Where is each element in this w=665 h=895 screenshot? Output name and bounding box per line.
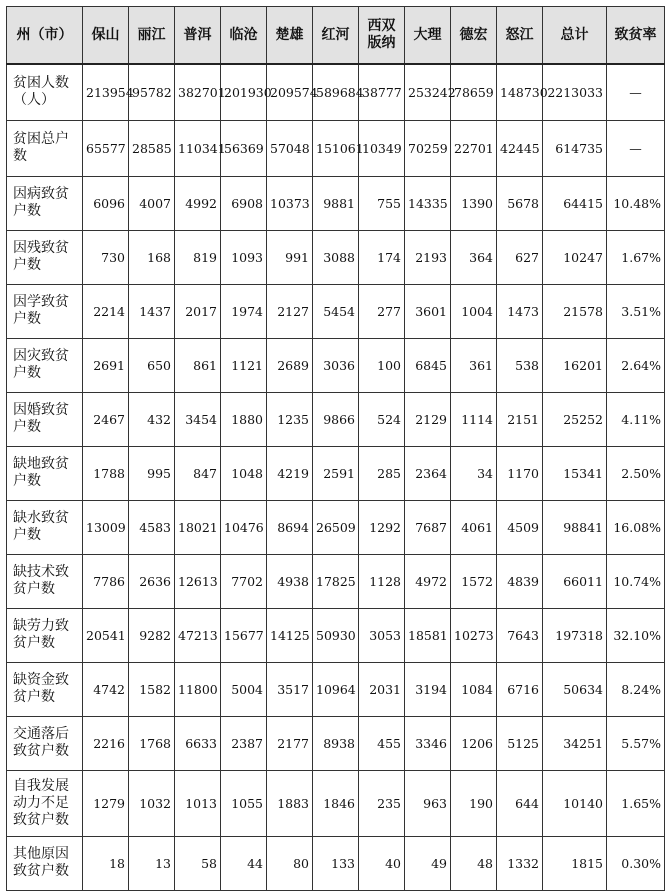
table-header [7,7,665,65]
value-cell: 2127 [267,284,313,338]
value-cell: 1572 [451,554,497,608]
value-cell: 11800 [175,662,221,716]
rate-cell: 8.24% [607,662,665,716]
total-cell: 34251 [543,716,607,770]
row-label: 缺劳力致贫户数 [7,608,83,662]
value-cell: 3601 [405,284,451,338]
value-cell: 190 [451,770,497,836]
value-cell: 847 [175,446,221,500]
table-row [7,716,665,770]
value-cell: 3036 [313,338,359,392]
row-label: 因学致贫户数 [7,284,83,338]
value-cell: 209574 [267,64,313,120]
header-cell-honghe: 红河 [313,7,359,65]
row-label: 因残致贫户数 [7,230,83,284]
value-cell: 10964 [313,662,359,716]
value-cell: 5678 [497,176,543,230]
header-cell-chuxiong: 楚雄 [267,7,313,65]
value-cell: 13009 [83,500,129,554]
header-cell-dehong: 德宏 [451,7,497,65]
value-cell: 18581 [405,608,451,662]
rate-cell: 0.30% [607,836,665,890]
value-cell: 1128 [359,554,405,608]
value-cell: 650 [129,338,175,392]
total-cell: 50634 [543,662,607,716]
value-cell: 20541 [83,608,129,662]
value-cell: 57048 [267,120,313,176]
value-cell: 3517 [267,662,313,716]
rate-cell: — [607,120,665,176]
row-label: 缺地致贫户数 [7,446,83,500]
rate-cell: 1.67% [607,230,665,284]
value-cell: 34 [451,446,497,500]
header-cell-lincang: 临沧 [221,7,267,65]
value-cell: 7643 [497,608,543,662]
value-cell: 1292 [359,500,405,554]
header-cell-region: 州（市） [7,7,83,65]
table-row [7,446,665,500]
total-cell: 1815 [543,836,607,890]
value-cell: 1279 [83,770,129,836]
value-cell: 174 [359,230,405,284]
header-cell-rate: 致贫率 [607,7,665,65]
header-row [7,7,665,65]
value-cell: 9866 [313,392,359,446]
value-cell: 10373 [267,176,313,230]
table-row [7,608,665,662]
value-cell: 2193 [405,230,451,284]
value-cell: 4839 [497,554,543,608]
value-cell: 1235 [267,392,313,446]
value-cell: 15677 [221,608,267,662]
rate-cell: 4.11% [607,392,665,446]
value-cell: 9881 [313,176,359,230]
value-cell: 42445 [497,120,543,176]
value-cell: 1093 [221,230,267,284]
value-cell: 18021 [175,500,221,554]
value-cell: 70259 [405,120,451,176]
value-cell: 3088 [313,230,359,284]
value-cell: 4972 [405,554,451,608]
value-cell: 1170 [497,446,543,500]
value-cell: 382701 [175,64,221,120]
table-row [7,338,665,392]
value-cell: 1013 [175,770,221,836]
value-cell: 1114 [451,392,497,446]
value-cell: 38777 [359,64,405,120]
value-cell: 6908 [221,176,267,230]
value-cell: 47213 [175,608,221,662]
value-cell: 49 [405,836,451,890]
value-cell: 2636 [129,554,175,608]
table-body [7,64,665,890]
value-cell: 9282 [129,608,175,662]
value-cell: 4509 [497,500,543,554]
table-row [7,770,665,836]
value-cell: 2129 [405,392,451,446]
value-cell: 538 [497,338,543,392]
value-cell: 1768 [129,716,175,770]
table-row [7,500,665,554]
value-cell: 151061 [313,120,359,176]
total-cell: 21578 [543,284,607,338]
value-cell: 14125 [267,608,313,662]
total-cell: 98841 [543,500,607,554]
rate-cell: 2.50% [607,446,665,500]
value-cell: 3053 [359,608,405,662]
value-cell: 730 [83,230,129,284]
header-cell-lijiang: 丽江 [129,7,175,65]
rate-cell: — [607,64,665,120]
table-row [7,64,665,120]
value-cell: 110341 [175,120,221,176]
value-cell: 4992 [175,176,221,230]
value-cell: 10476 [221,500,267,554]
value-cell: 1121 [221,338,267,392]
rate-cell: 10.48% [607,176,665,230]
value-cell: 755 [359,176,405,230]
value-cell: 2387 [221,716,267,770]
row-label: 因婚致贫户数 [7,392,83,446]
value-cell: 991 [267,230,313,284]
value-cell: 1332 [497,836,543,890]
value-cell: 133 [313,836,359,890]
row-label: 其他原因致贫户数 [7,836,83,890]
row-label: 因灾致贫户数 [7,338,83,392]
value-cell: 78659 [451,64,497,120]
value-cell: 2689 [267,338,313,392]
value-cell: 432 [129,392,175,446]
total-cell: 10247 [543,230,607,284]
value-cell: 8938 [313,716,359,770]
row-label: 因病致贫户数 [7,176,83,230]
total-cell: 2213033 [543,64,607,120]
value-cell: 235 [359,770,405,836]
value-cell: 963 [405,770,451,836]
total-cell: 16201 [543,338,607,392]
header-cell-nujiang: 怒江 [497,7,543,65]
value-cell: 364 [451,230,497,284]
rate-cell: 16.08% [607,500,665,554]
total-cell: 15341 [543,446,607,500]
value-cell: 201930 [221,64,267,120]
value-cell: 361 [451,338,497,392]
value-cell: 5454 [313,284,359,338]
value-cell: 95782 [129,64,175,120]
total-cell: 197318 [543,608,607,662]
value-cell: 8694 [267,500,313,554]
header-cell-total: 总计 [543,7,607,65]
value-cell: 4583 [129,500,175,554]
value-cell: 6716 [497,662,543,716]
value-cell: 1048 [221,446,267,500]
value-cell: 12613 [175,554,221,608]
value-cell: 2031 [359,662,405,716]
value-cell: 26509 [313,500,359,554]
value-cell: 48 [451,836,497,890]
value-cell: 6633 [175,716,221,770]
rate-cell: 10.74% [607,554,665,608]
value-cell: 6845 [405,338,451,392]
value-cell: 2151 [497,392,543,446]
total-cell: 25252 [543,392,607,446]
value-cell: 213954 [83,64,129,120]
value-cell: 1390 [451,176,497,230]
value-cell: 1846 [313,770,359,836]
value-cell: 10273 [451,608,497,662]
table-row [7,284,665,338]
table-row [7,836,665,890]
value-cell: 22701 [451,120,497,176]
table-row [7,120,665,176]
value-cell: 5004 [221,662,267,716]
value-cell: 589684 [313,64,359,120]
value-cell: 4938 [267,554,313,608]
total-cell: 64415 [543,176,607,230]
value-cell: 1582 [129,662,175,716]
value-cell: 644 [497,770,543,836]
total-cell: 66011 [543,554,607,608]
value-cell: 1032 [129,770,175,836]
table-row [7,230,665,284]
value-cell: 2467 [83,392,129,446]
value-cell: 14335 [405,176,451,230]
value-cell: 17825 [313,554,359,608]
rate-cell: 32.10% [607,608,665,662]
value-cell: 3454 [175,392,221,446]
value-cell: 277 [359,284,405,338]
value-cell: 18 [83,836,129,890]
value-cell: 4061 [451,500,497,554]
value-cell: 40 [359,836,405,890]
value-cell: 995 [129,446,175,500]
value-cell: 1437 [129,284,175,338]
value-cell: 2214 [83,284,129,338]
value-cell: 2364 [405,446,451,500]
value-cell: 1883 [267,770,313,836]
value-cell: 1055 [221,770,267,836]
header-cell-puer: 普洱 [175,7,221,65]
value-cell: 100 [359,338,405,392]
value-cell: 455 [359,716,405,770]
value-cell: 4742 [83,662,129,716]
value-cell: 1473 [497,284,543,338]
value-cell: 2591 [313,446,359,500]
row-label: 缺资金致贫户数 [7,662,83,716]
value-cell: 4007 [129,176,175,230]
header-cell-baoshan: 保山 [83,7,129,65]
value-cell: 1788 [83,446,129,500]
poverty-table [6,6,665,891]
value-cell: 285 [359,446,405,500]
rate-cell: 3.51% [607,284,665,338]
value-cell: 5125 [497,716,543,770]
value-cell: 56369 [221,120,267,176]
value-cell: 253242 [405,64,451,120]
value-cell: 819 [175,230,221,284]
total-cell: 10140 [543,770,607,836]
row-label: 贫困人数（人） [7,64,83,120]
value-cell: 524 [359,392,405,446]
value-cell: 1206 [451,716,497,770]
value-cell: 80 [267,836,313,890]
value-cell: 7702 [221,554,267,608]
row-label: 自我发展动力不足致贫户数 [7,770,83,836]
value-cell: 1974 [221,284,267,338]
rate-cell: 5.57% [607,716,665,770]
rate-cell: 1.65% [607,770,665,836]
value-cell: 10349 [359,120,405,176]
header-cell-dali: 大理 [405,7,451,65]
value-cell: 1880 [221,392,267,446]
table-row [7,176,665,230]
row-label: 缺水致贫户数 [7,500,83,554]
value-cell: 50930 [313,608,359,662]
value-cell: 2216 [83,716,129,770]
value-cell: 4219 [267,446,313,500]
value-cell: 58 [175,836,221,890]
value-cell: 2177 [267,716,313,770]
table-row [7,554,665,608]
value-cell: 861 [175,338,221,392]
value-cell: 3346 [405,716,451,770]
value-cell: 7687 [405,500,451,554]
value-cell: 1004 [451,284,497,338]
row-label: 缺技术致贫户数 [7,554,83,608]
value-cell: 2691 [83,338,129,392]
value-cell: 1084 [451,662,497,716]
value-cell: 28585 [129,120,175,176]
table-row [7,392,665,446]
total-cell: 614735 [543,120,607,176]
header-cell-xishuangbanna: 西双版纳 [359,7,405,65]
value-cell: 168 [129,230,175,284]
value-cell: 3194 [405,662,451,716]
table-row [7,662,665,716]
value-cell: 44 [221,836,267,890]
value-cell: 7786 [83,554,129,608]
value-cell: 65577 [83,120,129,176]
value-cell: 6096 [83,176,129,230]
rate-cell: 2.64% [607,338,665,392]
value-cell: 627 [497,230,543,284]
value-cell: 13 [129,836,175,890]
value-cell: 2017 [175,284,221,338]
row-label: 交通落后致贫户数 [7,716,83,770]
row-label: 贫困总户数 [7,120,83,176]
value-cell: 148730 [497,64,543,120]
